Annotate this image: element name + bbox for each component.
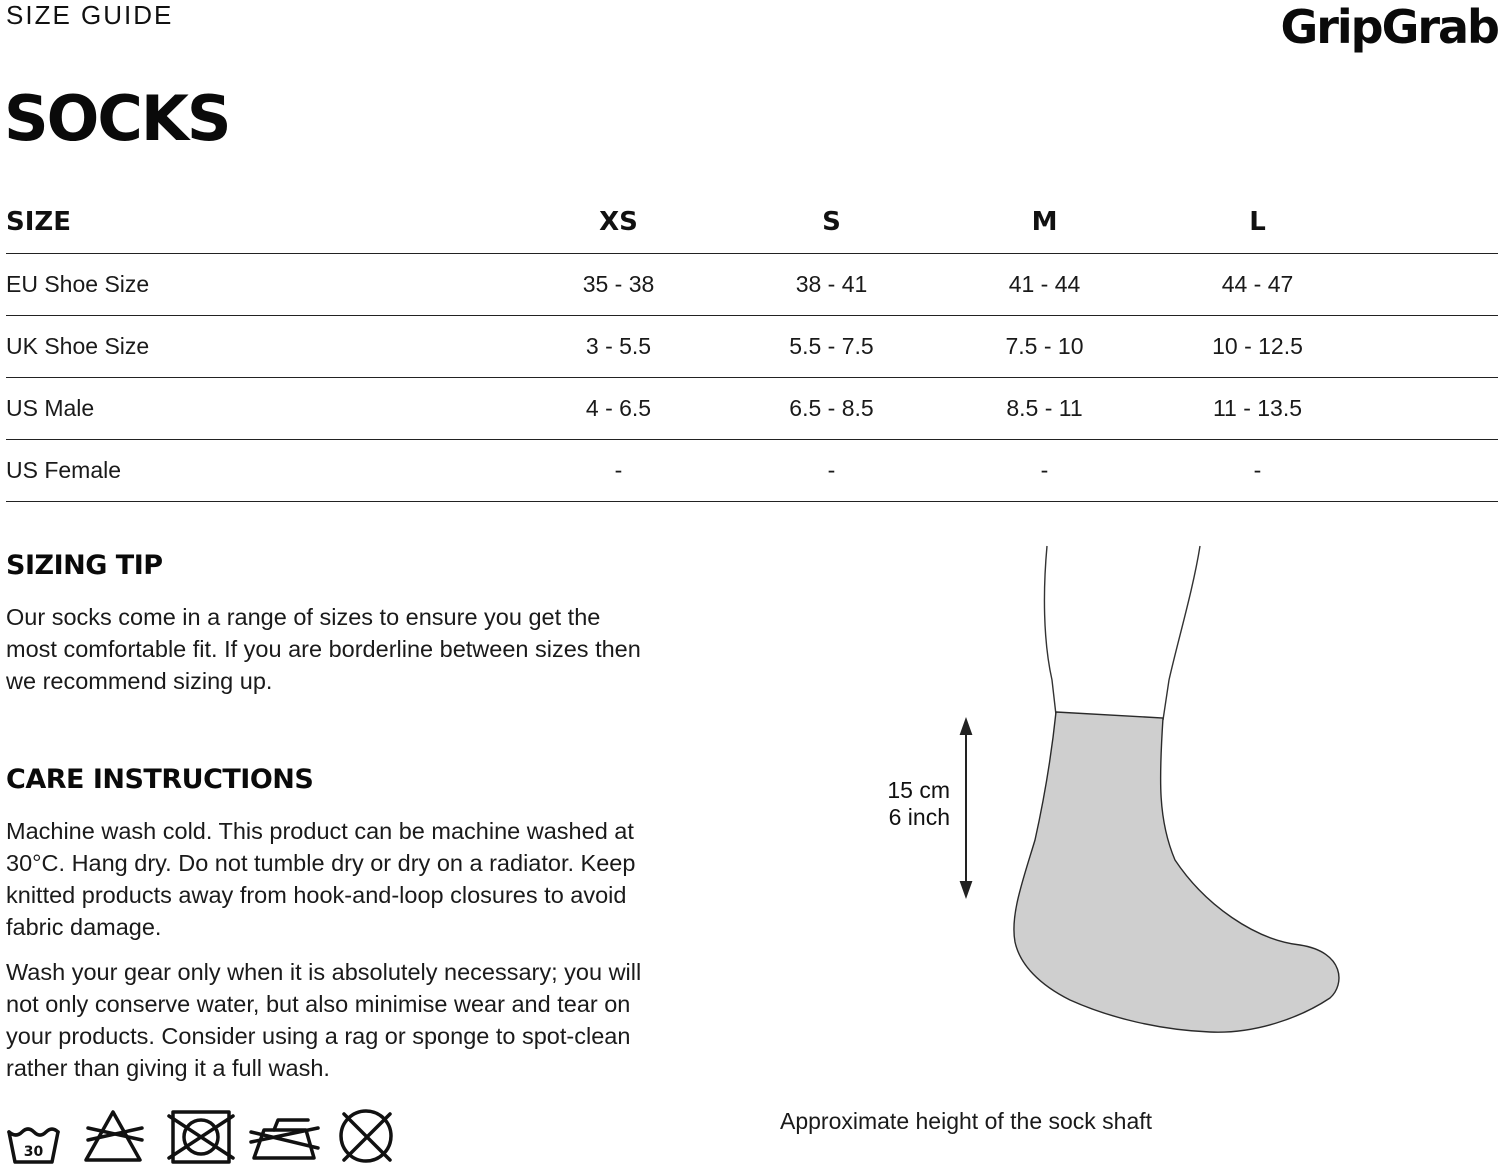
table-cell-spacer	[1364, 377, 1498, 439]
size-header-row	[6, 192, 1498, 253]
no-iron-icon	[251, 1120, 318, 1158]
care-heading: CARE INSTRUCTIONS	[6, 764, 314, 795]
table-cell: 11 - 13.5	[1151, 377, 1364, 439]
size-header-l: L	[1151, 192, 1364, 253]
text-line: we recommend sizing up.	[6, 668, 273, 694]
sizing-tip-text	[6, 601, 726, 697]
table-cell: -	[512, 439, 725, 501]
table-cell: -	[938, 439, 1151, 501]
sock-figure	[860, 540, 1360, 1040]
text-line: fabric damage.	[6, 914, 162, 940]
table-cell-spacer	[1364, 439, 1498, 501]
height-inch-label: 6 inch	[888, 804, 950, 830]
text-line: Wash your gear only when it is absolutely necessary; you will	[6, 959, 642, 985]
table-cell: 38 - 41	[725, 253, 938, 315]
no-bleach-icon	[86, 1112, 142, 1160]
text-line: knitted products away from hook-and-loop closures to avoid	[6, 882, 627, 908]
brand-logo: GripGrab	[1280, 0, 1498, 54]
care-paragraph-1	[6, 815, 726, 943]
table-cell: -	[725, 439, 938, 501]
text-line: most comfortable fit. If you are borderline between sizes then	[6, 636, 641, 662]
table-cell: 41 - 44	[938, 253, 1151, 315]
text-line: Machine wash cold. This product can be machine washed at	[6, 818, 634, 844]
table-cell: 10 - 12.5	[1151, 315, 1364, 377]
page-kicker: SIZE GUIDE	[6, 0, 174, 30]
table-row	[6, 315, 1498, 377]
table-row	[6, 253, 1498, 315]
table-cell: 8.5 - 11	[938, 377, 1151, 439]
table-cell: 35 - 38	[512, 253, 725, 315]
table-cell: 7.5 - 10	[938, 315, 1151, 377]
wash-30-icon	[9, 1129, 58, 1162]
figure-caption: Approximate height of the sock shaft	[780, 1108, 1153, 1134]
table-cell: 5.5 - 7.5	[725, 315, 938, 377]
text-line: rather than giving it a full wash.	[6, 1055, 330, 1081]
sizing-tip-heading: SIZING TIP	[6, 550, 163, 581]
care-paragraph-2	[6, 956, 726, 1084]
table-cell: 3 - 5.5	[512, 315, 725, 377]
no-tumble-dry-icon	[169, 1112, 233, 1162]
row-label: US Female	[6, 439, 512, 501]
row-label: UK Shoe Size	[6, 315, 512, 377]
row-label: EU Shoe Size	[6, 253, 512, 315]
leg-outline	[1044, 546, 1200, 720]
page-title: SOCKS	[4, 82, 230, 155]
size-header-s: S	[725, 192, 938, 253]
size-header-m: M	[938, 192, 1151, 253]
table-cell: -	[1151, 439, 1364, 501]
table-cell-spacer	[1364, 315, 1498, 377]
size-table	[6, 192, 1498, 502]
size-header-spacer	[1364, 192, 1498, 253]
text-line: not only conserve water, but also minimise wear and tear on	[6, 991, 631, 1017]
table-cell: 4 - 6.5	[512, 377, 725, 439]
text-line: your products. Consider using a rag or sponge to spot-clean	[6, 1023, 631, 1049]
row-label: US Male	[6, 377, 512, 439]
size-header-label: SIZE	[6, 192, 512, 253]
wash-temp-label: 30	[23, 1144, 44, 1160]
size-header-xs: XS	[512, 192, 725, 253]
text-line: 30°C. Hang dry. Do not tumble dry or dry on a radiator. Keep	[6, 850, 636, 876]
text-line: Our socks come in a range of sizes to ensure you get the	[6, 604, 601, 630]
no-dry-clean-icon	[341, 1111, 391, 1161]
sock-shape	[1014, 712, 1339, 1032]
care-icons	[6, 1106, 396, 1166]
height-arrow	[961, 720, 971, 896]
table-cell-spacer	[1364, 253, 1498, 315]
table-cell: 44 - 47	[1151, 253, 1364, 315]
table-row	[6, 377, 1498, 439]
height-cm-label: 15 cm	[887, 777, 950, 803]
table-cell: 6.5 - 8.5	[725, 377, 938, 439]
table-row	[6, 439, 1498, 501]
